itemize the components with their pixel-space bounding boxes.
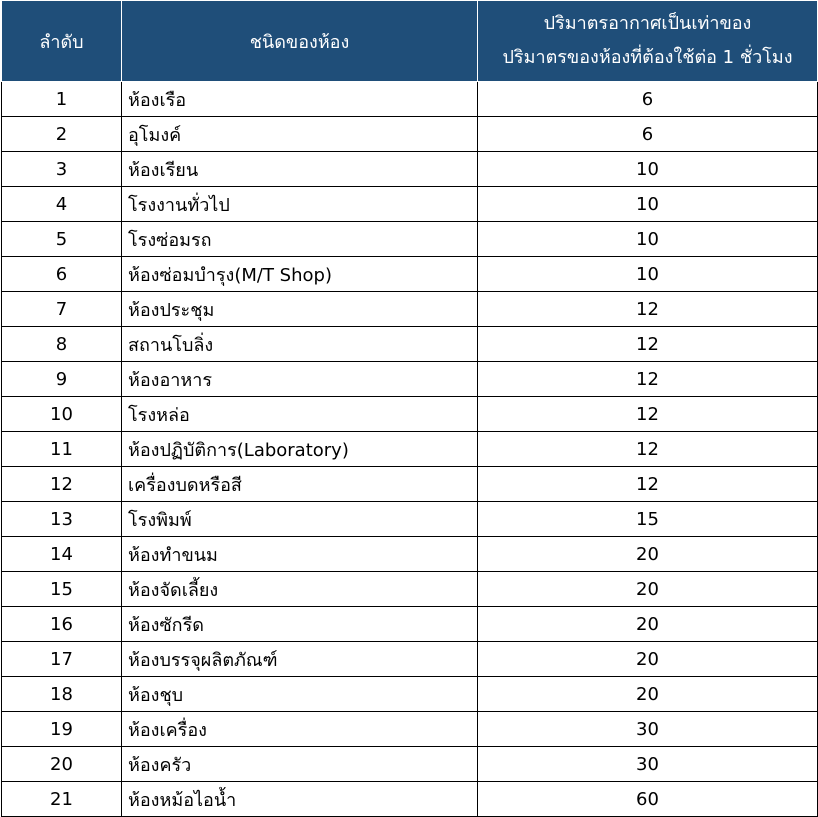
row-index: 7 [2,292,122,327]
room-type: ห้องอาหาร [122,362,478,397]
table-row [2,362,818,397]
table-row [2,712,818,747]
room-type: อุโมงค์ [122,117,478,152]
table-row [2,432,818,467]
air-change-rate: 12 [478,292,818,327]
air-change-rate: 12 [478,327,818,362]
air-change-rate: 30 [478,712,818,747]
ventilation-rate-table [1,0,818,817]
row-index: 21 [2,782,122,817]
room-type: ห้องเรือ [122,82,478,117]
table-row [2,257,818,292]
air-change-rate: 20 [478,642,818,677]
row-index: 11 [2,432,122,467]
row-index: 16 [2,607,122,642]
table-row [2,467,818,502]
room-type: ห้องประชุม [122,292,478,327]
air-change-rate: 20 [478,537,818,572]
table-row [2,152,818,187]
room-type: ห้องทำขนม [122,537,478,572]
room-type: เครื่องบดหรือสี [122,467,478,502]
room-type: ห้องเรียน [122,152,478,187]
air-change-rate: 10 [478,257,818,292]
table-body [2,82,818,817]
room-type: ห้องครัว [122,747,478,782]
row-index: 1 [2,82,122,117]
air-change-rate: 10 [478,187,818,222]
table-row [2,782,818,817]
table-row [2,677,818,712]
air-change-rate: 12 [478,432,818,467]
row-index: 15 [2,572,122,607]
room-type: ห้องเครื่อง [122,712,478,747]
header-rate-line2: ปริมาตรของห้องที่ต้องใช้ต่อ 1 ชั่วโมง [502,47,793,68]
room-type: โรงงานทั่วไป [122,187,478,222]
table-row [2,397,818,432]
table-row [2,187,818,222]
room-type: สถานโบลิ่ง [122,327,478,362]
row-index: 18 [2,677,122,712]
room-type: ห้องบรรจุผลิตภัณฑ์ [122,642,478,677]
row-index: 3 [2,152,122,187]
air-change-rate: 10 [478,222,818,257]
air-change-rate: 15 [478,502,818,537]
room-type: ห้องซักรีด [122,607,478,642]
row-index: 19 [2,712,122,747]
row-index: 9 [2,362,122,397]
table-row [2,642,818,677]
air-change-rate: 6 [478,117,818,152]
row-index: 12 [2,467,122,502]
header-index: ลำดับ [2,1,122,82]
table-row [2,607,818,642]
row-index: 8 [2,327,122,362]
table-row [2,82,818,117]
header-row [2,1,818,82]
row-index: 14 [2,537,122,572]
row-index: 20 [2,747,122,782]
air-change-rate: 20 [478,607,818,642]
table-row [2,502,818,537]
room-type: โรงซ่อมรถ [122,222,478,257]
row-index: 2 [2,117,122,152]
table-row [2,747,818,782]
row-index: 6 [2,257,122,292]
table-row [2,292,818,327]
air-change-rate: 12 [478,362,818,397]
air-change-rate: 6 [478,82,818,117]
room-type: ห้องปฏิบัติการ(Laboratory) [122,432,478,467]
header-air-change-rate [478,1,818,82]
room-type: ห้องซ่อมบำรุง(M/T Shop) [122,257,478,292]
air-change-rate: 20 [478,677,818,712]
table-row [2,572,818,607]
table-row [2,117,818,152]
header-room-type: ชนิดของห้อง [122,1,478,82]
room-type: ห้องจัดเลี้ยง [122,572,478,607]
air-change-rate: 12 [478,467,818,502]
room-type: โรงหล่อ [122,397,478,432]
table-row [2,222,818,257]
room-type: ห้องชุบ [122,677,478,712]
air-change-rate: 12 [478,397,818,432]
air-change-rate: 60 [478,782,818,817]
table-header [2,1,818,82]
header-rate-line1: ปริมาตรอากาศเป็นเท่าของ [543,13,752,34]
row-index: 10 [2,397,122,432]
row-index: 13 [2,502,122,537]
air-change-rate: 10 [478,152,818,187]
table-row [2,537,818,572]
air-change-rate: 20 [478,572,818,607]
row-index: 5 [2,222,122,257]
room-type: โรงพิมพ์ [122,502,478,537]
air-change-rate: 30 [478,747,818,782]
row-index: 4 [2,187,122,222]
table-row [2,327,818,362]
room-type: ห้องหม้อไอน้ำ [122,782,478,817]
row-index: 17 [2,642,122,677]
